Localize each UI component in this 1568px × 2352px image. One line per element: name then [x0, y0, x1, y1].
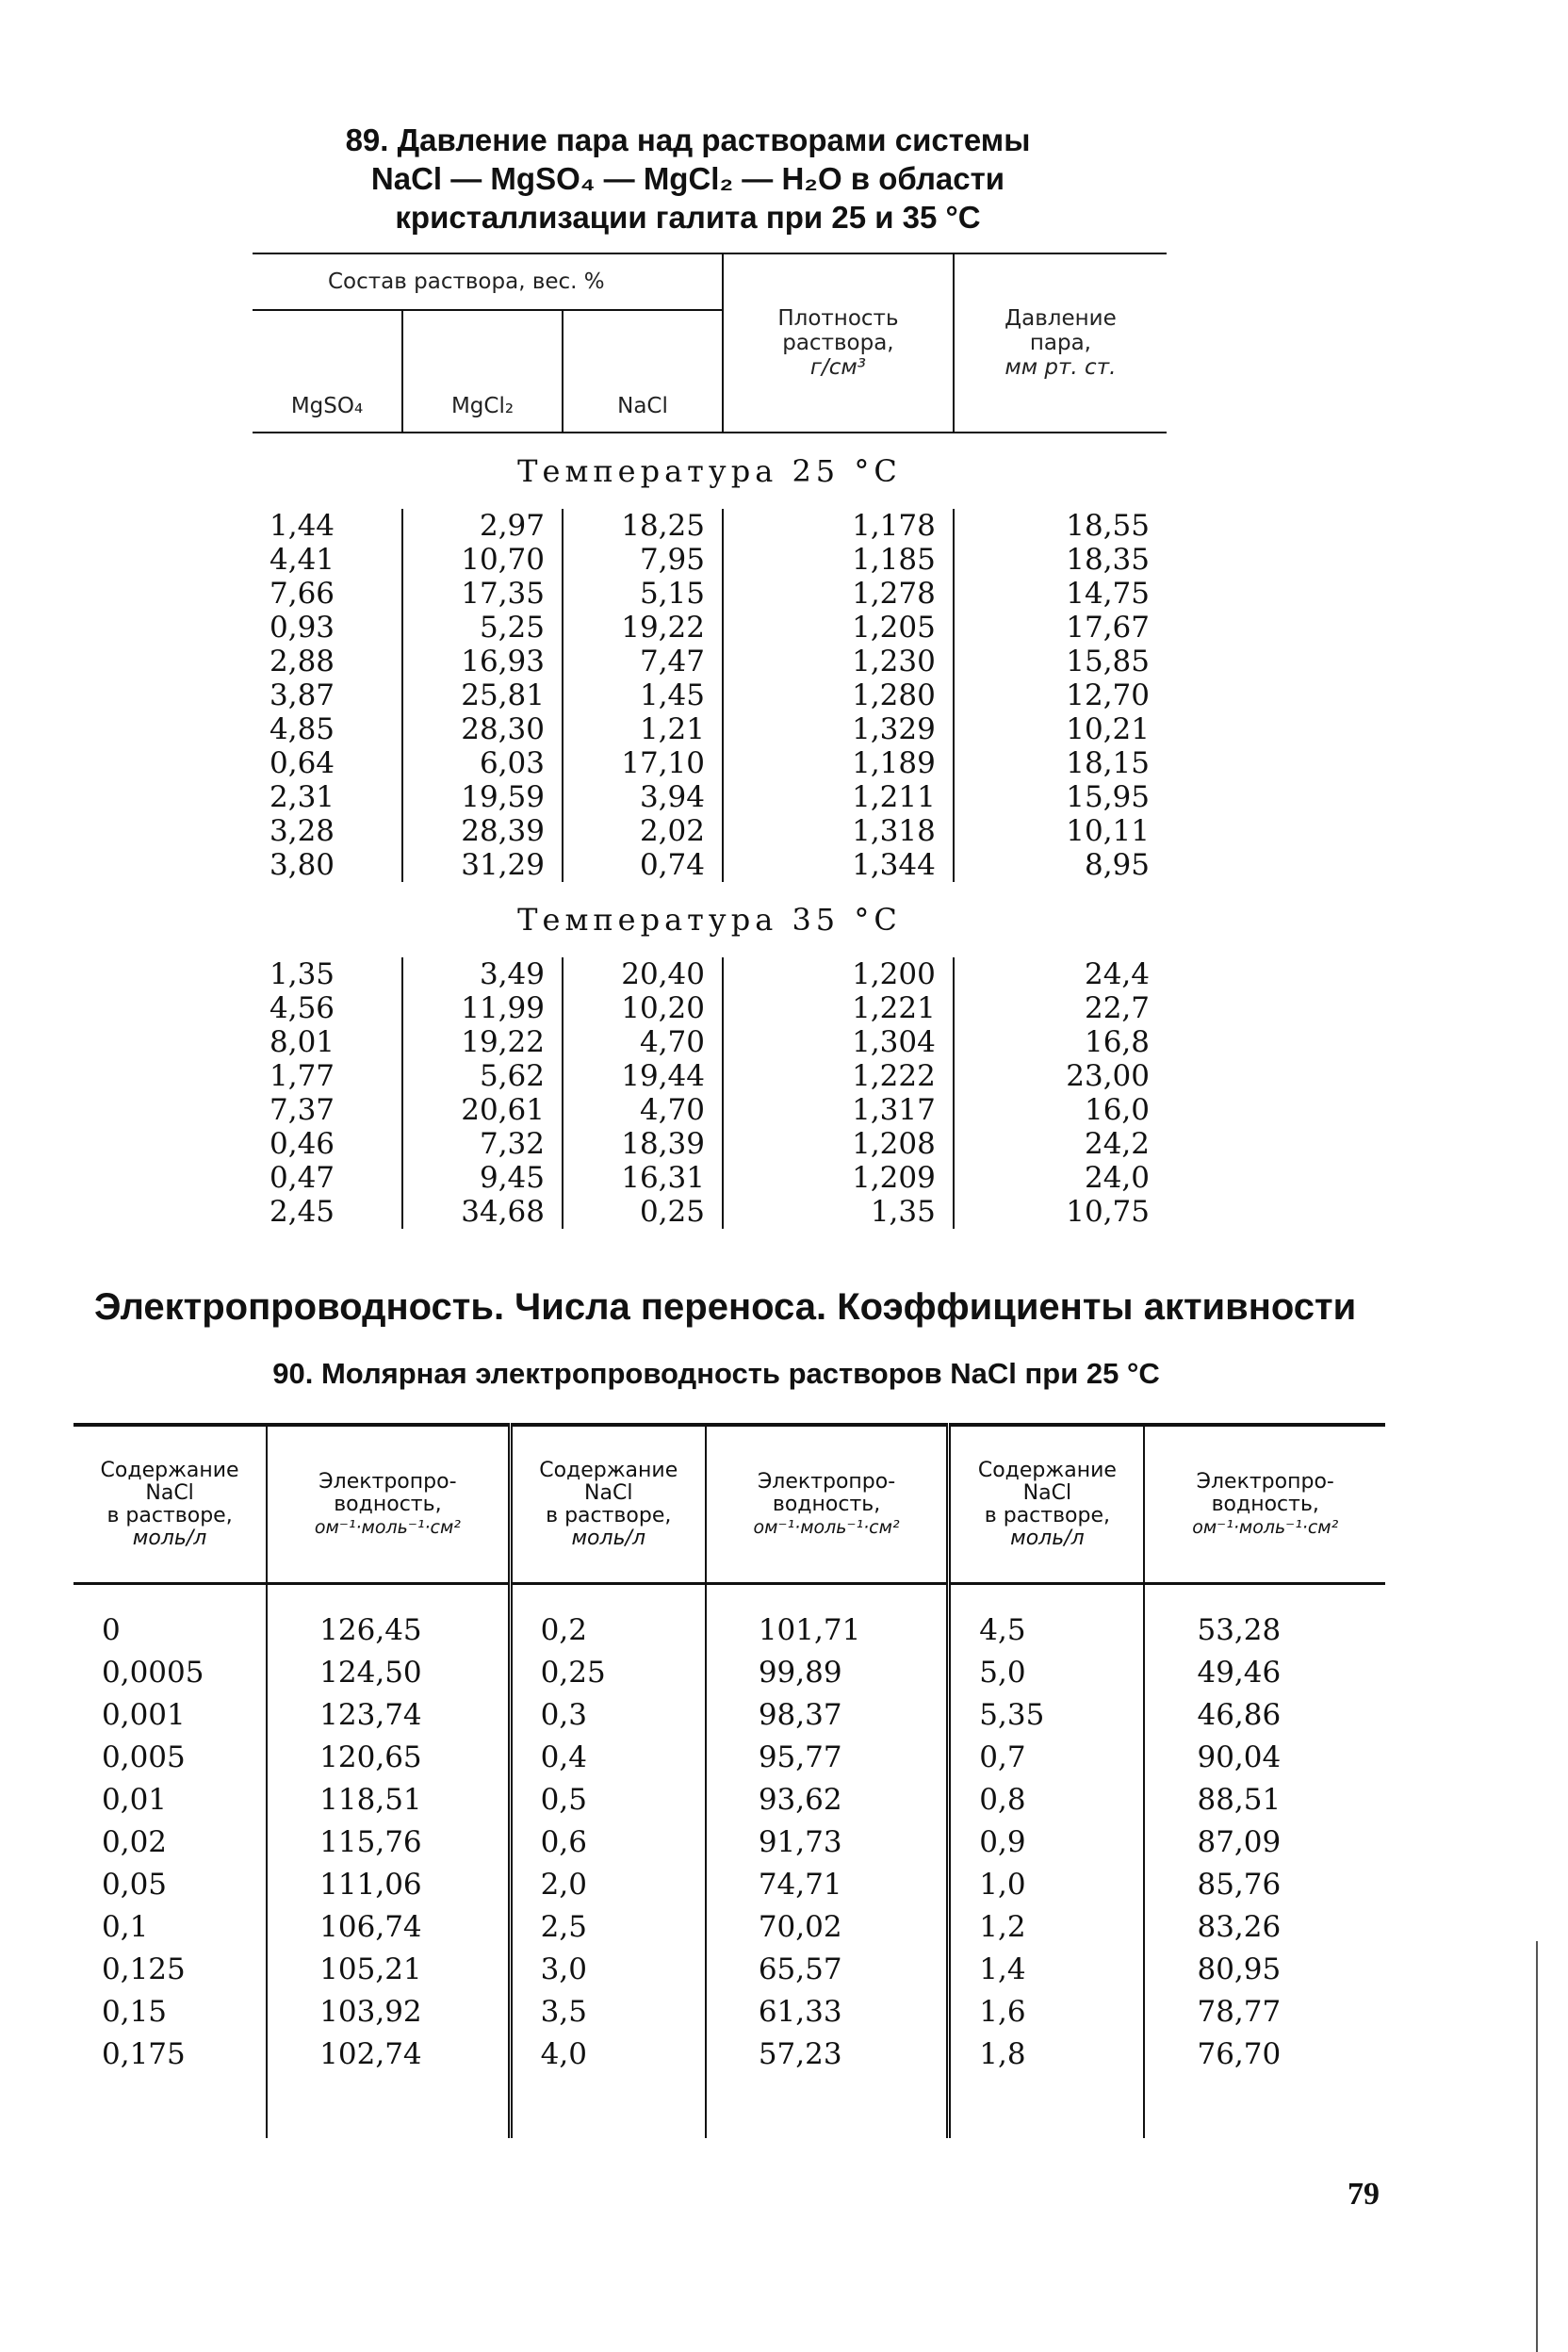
table-cell: 0,7	[949, 1737, 1145, 1779]
table-cell-empty	[1144, 2076, 1385, 2138]
table-cell: 53,28	[1197, 1613, 1282, 1647]
header-nacl: NaCl	[563, 310, 723, 433]
table-cell: 20,40	[563, 957, 723, 991]
table-cell: 1,200	[723, 957, 954, 991]
table-cell: 2,45	[253, 1195, 402, 1229]
temperature-row	[253, 882, 1167, 957]
table-cell: 70,02	[706, 1906, 949, 1949]
page-number: 79	[1348, 2177, 1380, 2212]
table-cell: 6,03	[402, 746, 563, 780]
table-cell: 3,49	[402, 957, 563, 991]
table-row	[253, 1195, 1167, 1229]
table-row	[74, 1652, 1385, 1694]
table-cell: 1,2	[949, 1906, 1145, 1949]
header-conductivity	[267, 1425, 510, 1584]
table-cell: 0,15	[74, 1991, 267, 2034]
table-row	[253, 848, 1167, 882]
table-cell: 1,317	[723, 1093, 954, 1127]
table-cell: 123,74	[267, 1694, 510, 1737]
table-cell: 85,76	[1197, 1868, 1282, 1902]
header-mgcl2: MgCl₂	[402, 310, 563, 433]
table-cell: 4,70	[563, 1093, 723, 1127]
header-line: NaCl	[584, 1480, 633, 1505]
table-cell: 18,39	[563, 1127, 723, 1161]
table-cell: 1,230	[723, 645, 954, 678]
table-cell: 18,25	[563, 509, 723, 543]
table-row	[74, 1821, 1385, 1864]
temperature-label: Температура 35 °C	[517, 902, 902, 938]
table-cell: 4,5	[949, 1584, 1145, 1653]
table-cell: 106,74	[267, 1906, 510, 1949]
table-cell: 78,77	[1197, 1995, 1282, 2029]
table-row	[253, 1161, 1167, 1195]
table-cell: 34,68	[402, 1195, 563, 1229]
table-cell: 5,15	[563, 577, 723, 611]
table-cell: 0,6	[510, 1821, 706, 1864]
table-row	[253, 678, 1167, 712]
header-line: Содержание	[100, 1458, 239, 1482]
table-cell: 7,47	[563, 645, 723, 678]
table-cell-empty	[949, 2076, 1145, 2138]
table-cell: 2,0	[510, 1864, 706, 1906]
title-line: 89. Давление пара над растворами системы	[345, 122, 1031, 157]
table-cell: 23,00	[1066, 1059, 1150, 1093]
header-line: ом⁻¹·моль⁻¹·см²	[1192, 1516, 1339, 1538]
header-line: в растворе,	[546, 1503, 672, 1527]
table-cell-empty	[267, 2076, 510, 2138]
table-cell: 14,75	[1066, 577, 1150, 611]
temperature-row	[253, 433, 1167, 509]
temperature-label: Температура 25 °C	[517, 453, 902, 489]
table-cell: 24,4	[1084, 957, 1150, 991]
table-cell: 103,92	[267, 1991, 510, 2034]
table-cell: 20,61	[402, 1093, 563, 1127]
table-cell: 2,02	[563, 814, 723, 848]
header-line: NaCl	[145, 1480, 194, 1505]
header-pressure-line2: пара,	[1029, 331, 1091, 355]
table-cell: 7,66	[253, 577, 402, 611]
table-cell: 16,8	[1084, 1025, 1150, 1059]
table-cell: 1,208	[723, 1127, 954, 1161]
table-cell: 18,35	[1066, 543, 1150, 577]
table-cell: 16,0	[1084, 1093, 1150, 1127]
table-cell: 1,280	[723, 678, 954, 712]
table-cell: 0,125	[74, 1949, 267, 1991]
table-cell: 0,25	[563, 1195, 723, 1229]
table-cell: 10,75	[1066, 1195, 1150, 1229]
table-cell: 46,86	[1197, 1698, 1282, 1732]
table-row	[74, 1949, 1385, 1991]
table-cell: 1,4	[949, 1949, 1145, 1991]
table-row	[253, 814, 1167, 848]
table-cell: 0,0005	[74, 1652, 267, 1694]
table-cell: 0,01	[74, 1779, 267, 1821]
table-cell: 22,7	[1084, 991, 1150, 1025]
table-row	[253, 645, 1167, 678]
table-cell: 93,62	[706, 1779, 949, 1821]
table-cell: 101,71	[706, 1584, 949, 1653]
table-cell: 0,001	[74, 1694, 267, 1737]
table-90-title: 90. Молярная электропроводность растворов NaCl при 25 °C	[272, 1357, 1160, 1390]
header-group-composition: Состав раствора, вес. %	[253, 253, 723, 310]
table-cell: 80,95	[1197, 1952, 1282, 1986]
table-cell: 49,46	[1197, 1656, 1282, 1690]
table-cell: 0,25	[510, 1652, 706, 1694]
table-cell: 1,329	[723, 712, 954, 746]
table-cell: 4,56	[253, 991, 402, 1025]
table-cell: 16,93	[402, 645, 563, 678]
table-cell: 0,9	[949, 1821, 1145, 1864]
table-row	[74, 2034, 1385, 2076]
header-pressure	[954, 253, 1167, 433]
table-cell: 3,5	[510, 1991, 706, 2034]
header-conductivity	[1144, 1425, 1385, 1584]
table-cell: 16,31	[563, 1161, 723, 1195]
table-cell: 105,21	[267, 1949, 510, 1991]
table-cell: 17,35	[402, 577, 563, 611]
header-density	[723, 253, 954, 433]
table-cell: 0,02	[74, 1821, 267, 1864]
table-cell: 1,344	[723, 848, 954, 882]
table-cell: 7,32	[402, 1127, 563, 1161]
scan-edge-line	[1536, 1941, 1538, 2352]
table-row	[74, 1864, 1385, 1906]
table-cell: 3,80	[253, 848, 402, 882]
table-cell: 31,29	[402, 848, 563, 882]
table-cell: 19,22	[563, 611, 723, 645]
table-cell: 0,005	[74, 1737, 267, 1779]
table-cell: 0,74	[563, 848, 723, 882]
header-line: Электропро-	[1196, 1469, 1334, 1494]
table-cell: 4,70	[563, 1025, 723, 1059]
table-cell: 1,178	[723, 509, 954, 543]
header-line: ом⁻¹·моль⁻¹·см²	[314, 1516, 461, 1538]
table-cell: 111,06	[267, 1864, 510, 1906]
table-cell: 1,21	[563, 712, 723, 746]
table-cell: 18,55	[1066, 509, 1150, 543]
table-cell: 24,0	[1084, 1161, 1150, 1195]
table-cell: 0,05	[74, 1864, 267, 1906]
table-cell: 1,211	[723, 780, 954, 814]
table-cell: 1,45	[563, 678, 723, 712]
table-row	[253, 712, 1167, 746]
table-cell: 19,44	[563, 1059, 723, 1093]
header-line: в растворе,	[106, 1503, 233, 1527]
table-row	[253, 991, 1167, 1025]
table-cell: 7,37	[253, 1093, 402, 1127]
table-cell: 5,62	[402, 1059, 563, 1093]
table-cell: 25,81	[402, 678, 563, 712]
table-cell: 10,20	[563, 991, 723, 1025]
table-cell: 99,89	[706, 1652, 949, 1694]
table-cell: 0	[74, 1584, 267, 1653]
table-cell: 3,87	[253, 678, 402, 712]
table-cell: 88,51	[1197, 1783, 1282, 1817]
header-line: Содержание	[977, 1458, 1117, 1482]
table-cell: 24,2	[1084, 1127, 1150, 1161]
table-row	[253, 1093, 1167, 1127]
table-cell: 9,45	[402, 1161, 563, 1195]
header-nacl-content	[510, 1425, 706, 1584]
table-89	[253, 253, 1167, 1229]
table-cell: 1,221	[723, 991, 954, 1025]
table-cell-empty	[74, 2076, 267, 2138]
header-line: моль/л	[571, 1526, 646, 1550]
table-cell: 0,4	[510, 1737, 706, 1779]
table-cell: 0,46	[253, 1127, 402, 1161]
header-line: Электропро-	[318, 1469, 457, 1494]
table-cell: 98,37	[706, 1694, 949, 1737]
table-cell: 2,5	[510, 1906, 706, 1949]
table-cell: 0,1	[74, 1906, 267, 1949]
header-line: NaCl	[1022, 1480, 1072, 1505]
table-cell-empty	[510, 2076, 706, 2138]
table-cell: 76,70	[1197, 2037, 1282, 2071]
table-cell: 19,22	[402, 1025, 563, 1059]
table-row	[253, 611, 1167, 645]
header-line: моль/л	[1010, 1526, 1085, 1550]
header-line: моль/л	[132, 1526, 207, 1550]
table-cell: 3,28	[253, 814, 402, 848]
table-cell: 57,23	[706, 2034, 949, 2076]
table-cell: 74,71	[706, 1864, 949, 1906]
table-cell: 5,35	[949, 1694, 1145, 1737]
header-mgso4: MgSO₄	[253, 310, 402, 433]
header-line: в растворе,	[984, 1503, 1111, 1527]
table-cell: 10,11	[1066, 814, 1150, 848]
table-cell: 87,09	[1197, 1825, 1282, 1859]
table-cell: 1,6	[949, 1991, 1145, 2034]
table-cell: 5,25	[402, 611, 563, 645]
table-row	[253, 509, 1167, 543]
table-cell: 0,64	[253, 746, 402, 780]
table-cell: 4,85	[253, 712, 402, 746]
header-density-unit: г/см³	[809, 355, 866, 380]
table-cell: 0,175	[74, 2034, 267, 2076]
table-cell: 61,33	[706, 1991, 949, 2034]
header-line: водность,	[1211, 1492, 1319, 1516]
header-line: Содержание	[539, 1458, 678, 1482]
table-row	[253, 1025, 1167, 1059]
table-cell: 1,209	[723, 1161, 954, 1195]
header-density-line1: Плотность	[777, 306, 899, 331]
table-89-title	[283, 121, 1093, 237]
header-line: водность,	[334, 1492, 442, 1516]
table-row	[253, 1059, 1167, 1093]
table-row	[74, 1991, 1385, 2034]
table-cell: 65,57	[706, 1949, 949, 1991]
table-cell: 10,21	[1066, 712, 1150, 746]
table-cell: 1,304	[723, 1025, 954, 1059]
table-cell: 8,01	[253, 1025, 402, 1059]
table-cell: 15,95	[1066, 780, 1150, 814]
table-cell: 19,59	[402, 780, 563, 814]
table-cell: 4,0	[510, 2034, 706, 2076]
header-nacl-content	[74, 1425, 267, 1584]
table-row	[253, 746, 1167, 780]
table-cell: 2,31	[253, 780, 402, 814]
table-cell: 90,04	[1197, 1740, 1282, 1774]
table-cell: 1,77	[253, 1059, 402, 1093]
table-cell: 4,41	[253, 543, 402, 577]
table-row	[74, 1737, 1385, 1779]
table-cell: 118,51	[267, 1779, 510, 1821]
table-cell: 17,10	[563, 746, 723, 780]
table-row	[253, 780, 1167, 814]
table-tail-spacer	[74, 2076, 1385, 2138]
title-line: кристаллизации галита при 25 и 35 °C	[395, 200, 981, 235]
table-cell: 12,70	[1066, 678, 1150, 712]
table-cell: 28,30	[402, 712, 563, 746]
table-cell: 0,8	[949, 1779, 1145, 1821]
table-cell: 1,189	[723, 746, 954, 780]
table-cell: 102,74	[267, 2034, 510, 2076]
table-cell: 1,205	[723, 611, 954, 645]
table-row	[253, 1127, 1167, 1161]
table-90	[74, 1423, 1385, 2138]
table-cell: 1,35	[253, 957, 402, 991]
header-line: водность,	[772, 1492, 881, 1516]
title-line: NaCl — MgSO₄ — MgCl₂ — H₂O в области	[370, 161, 1005, 196]
table-cell: 1,0	[949, 1864, 1145, 1906]
table-cell: 1,222	[723, 1059, 954, 1093]
table-cell: 28,39	[402, 814, 563, 848]
table-row	[74, 1906, 1385, 1949]
table-cell-empty	[706, 2076, 949, 2138]
table-cell: 7,95	[563, 543, 723, 577]
table-cell: 83,26	[1197, 1910, 1282, 1944]
table-cell: 124,50	[267, 1652, 510, 1694]
header-pressure-unit: мм рт. ст.	[1004, 355, 1117, 380]
table-cell: 15,85	[1066, 645, 1150, 678]
table-cell: 0,3	[510, 1694, 706, 1737]
table-row	[253, 957, 1167, 991]
table-row	[253, 577, 1167, 611]
header-density-line2: раствора,	[782, 331, 894, 355]
table-cell: 2,97	[402, 509, 563, 543]
table-cell: 0,5	[510, 1779, 706, 1821]
table-cell: 0,2	[510, 1584, 706, 1653]
table-cell: 1,185	[723, 543, 954, 577]
table-cell: 0,47	[253, 1161, 402, 1195]
table-cell: 1,35	[723, 1195, 954, 1229]
table-cell: 5,0	[949, 1652, 1145, 1694]
table-cell: 0,93	[253, 611, 402, 645]
header-nacl-content	[949, 1425, 1145, 1584]
table-row	[74, 1779, 1385, 1821]
table-cell: 18,15	[1066, 746, 1150, 780]
header-pressure-line1: Давление	[1004, 306, 1117, 331]
table-row	[253, 543, 1167, 577]
table-cell: 8,95	[1084, 848, 1150, 882]
table-cell: 120,65	[267, 1737, 510, 1779]
table-row	[74, 1584, 1385, 1653]
table-cell: 3,94	[563, 780, 723, 814]
header-line: ом⁻¹·моль⁻¹·см²	[753, 1516, 900, 1538]
table-cell: 10,70	[402, 543, 563, 577]
table-cell: 2,88	[253, 645, 402, 678]
header-line: Электропро-	[757, 1469, 896, 1494]
section-title: Электропроводность. Числа переноса. Коэффициенты активности	[94, 1286, 1357, 1328]
table-cell: 126,45	[267, 1584, 510, 1653]
header-conductivity	[706, 1425, 949, 1584]
table-cell: 95,77	[706, 1737, 949, 1779]
table-cell: 1,8	[949, 2034, 1145, 2076]
table-cell: 11,99	[402, 991, 563, 1025]
table-cell: 1,44	[253, 509, 402, 543]
table-cell: 17,67	[1066, 611, 1150, 645]
table-cell: 91,73	[706, 1821, 949, 1864]
table-cell: 1,278	[723, 577, 954, 611]
table-cell: 3,0	[510, 1949, 706, 1991]
table-cell: 1,318	[723, 814, 954, 848]
table-cell: 115,76	[267, 1821, 510, 1864]
table-row	[74, 1694, 1385, 1737]
